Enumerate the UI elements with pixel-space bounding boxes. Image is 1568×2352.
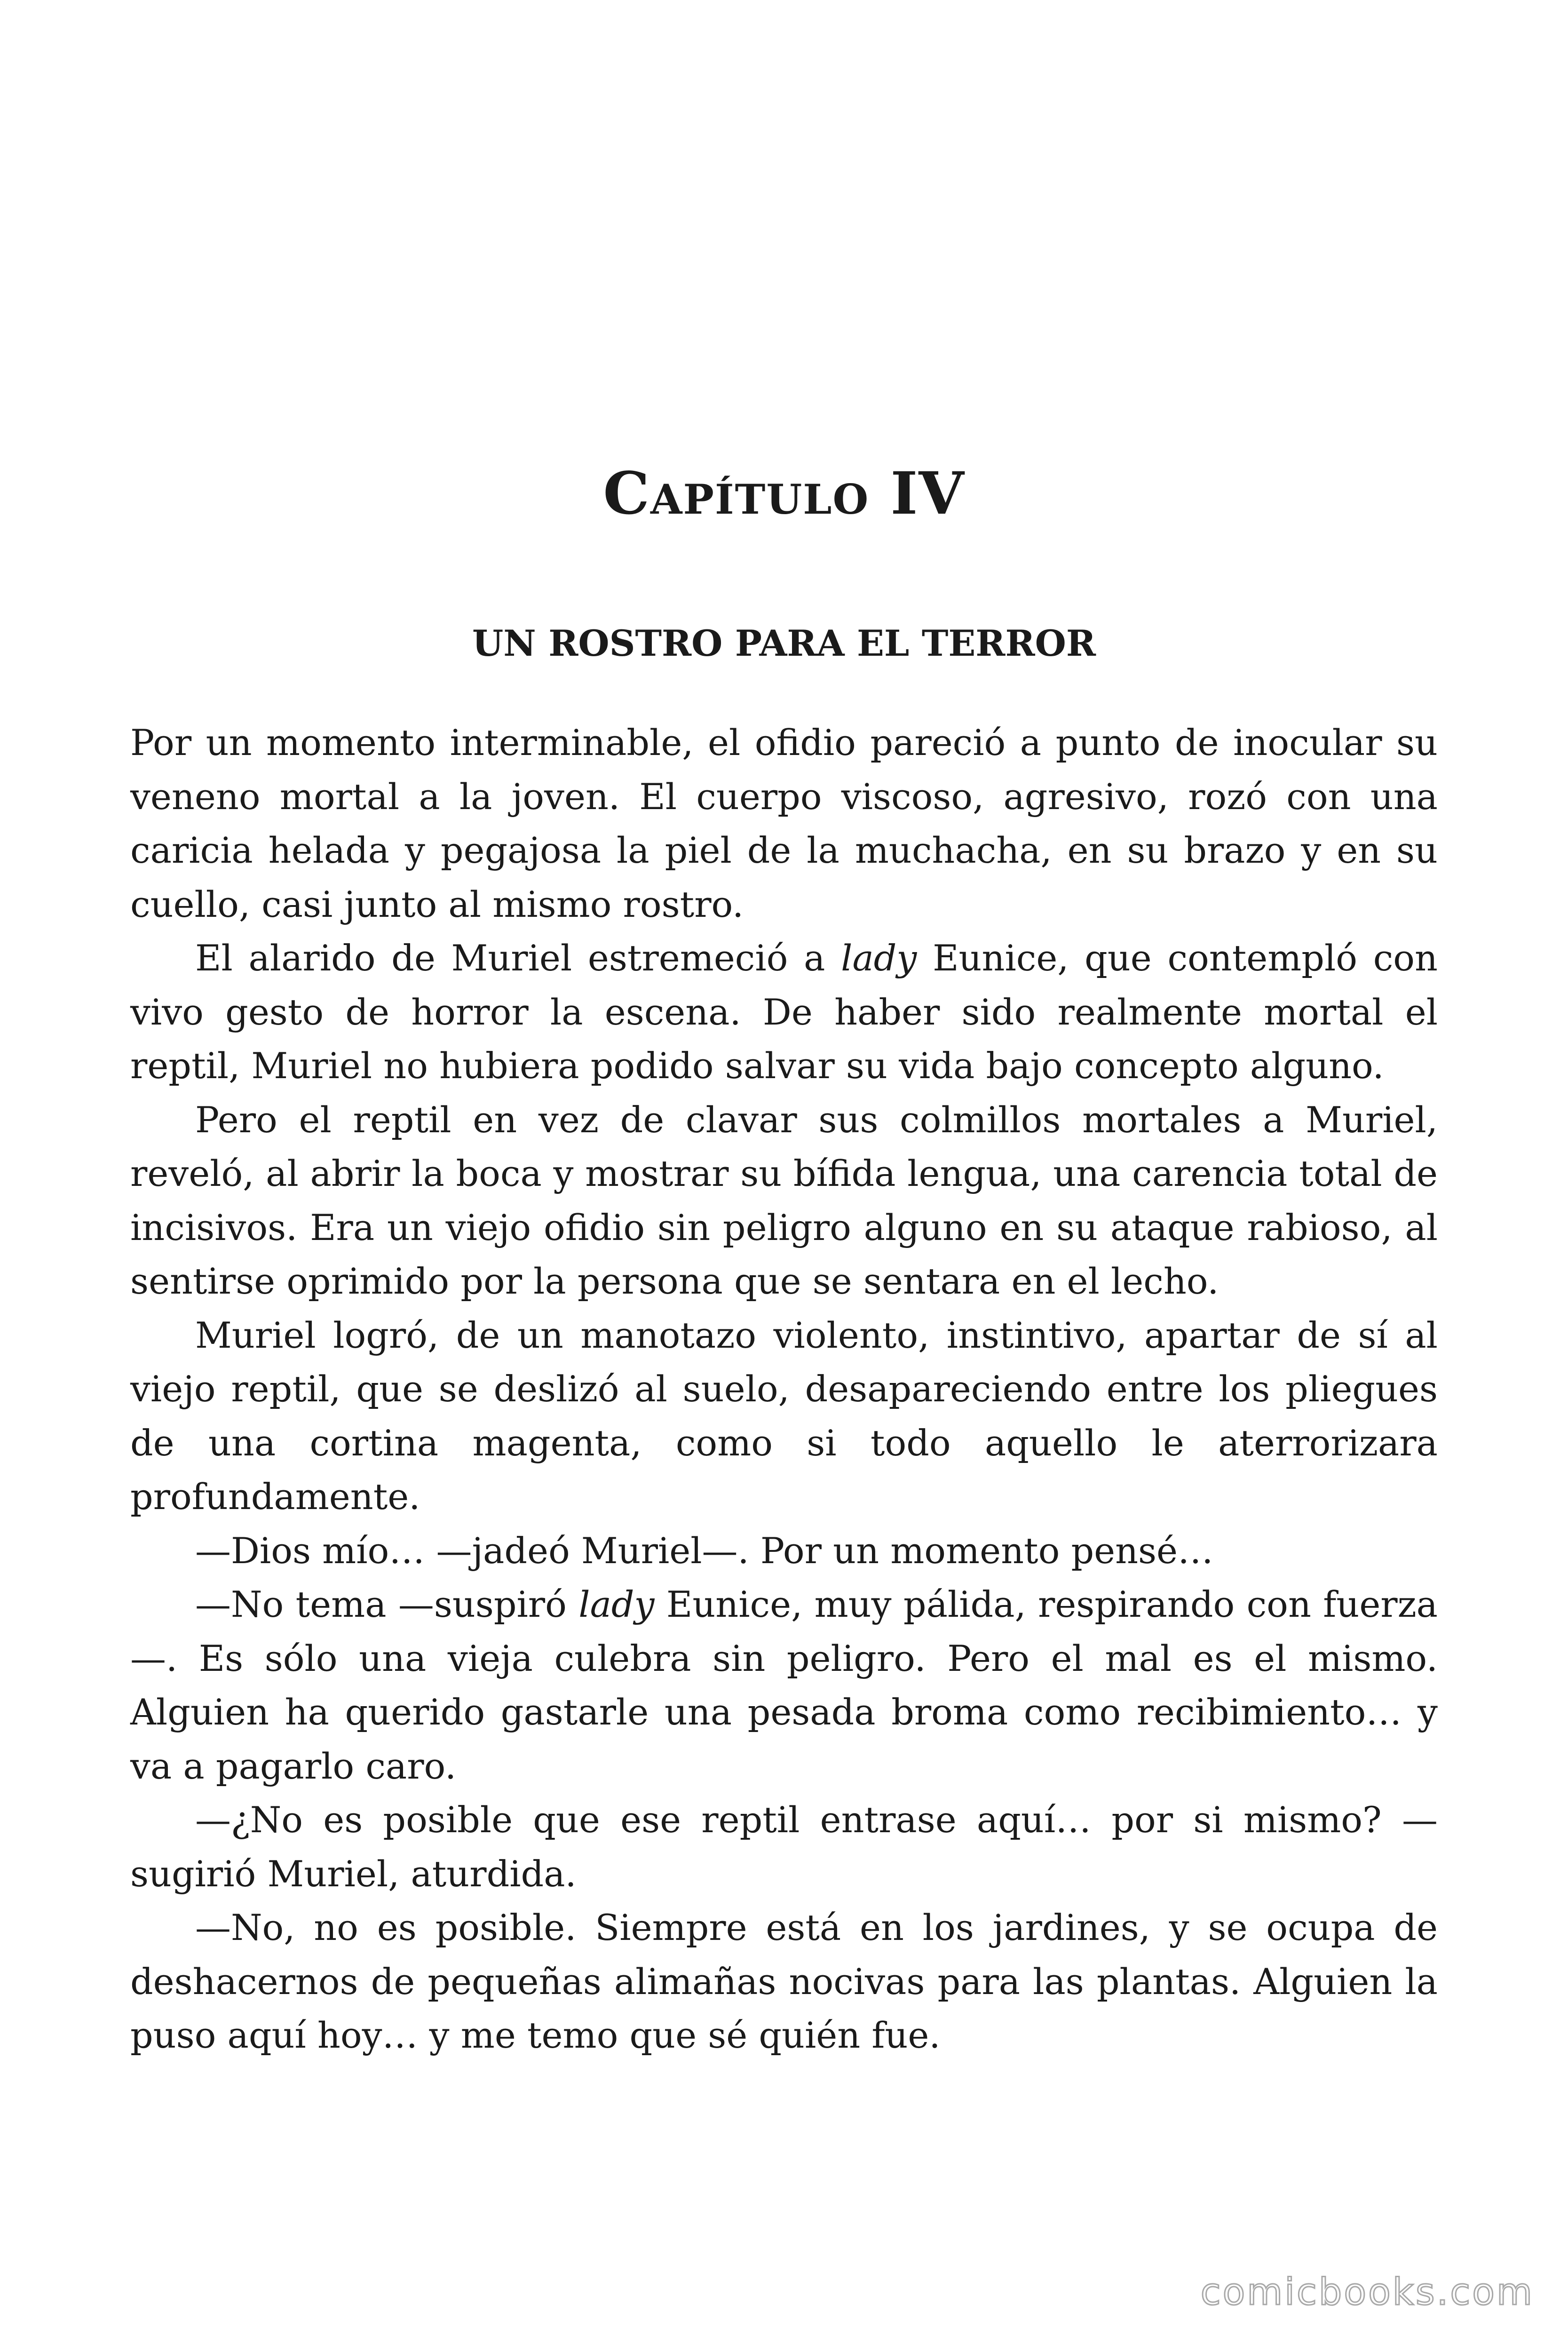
- watermark-logo: comicbooks.com: [1200, 2271, 1534, 2313]
- paragraph-2-text-b: Eunice, que contempló con vivo gesto de horror la escena. De haber sido realmente mortal el reptil, Muriel no hubiera podido salvar su vida bajo concepto alguno.: [130, 937, 1438, 1087]
- paragraph-7: [130, 1793, 1438, 1901]
- paragraph-2: [130, 931, 1438, 1093]
- paragraph-6-text-a: —No tema —suspiró: [195, 1583, 579, 1625]
- paragraph-8: [130, 1901, 1438, 2063]
- chapter-body: [130, 716, 1438, 2063]
- paragraph-6: [130, 1578, 1438, 1793]
- paragraph-3: [130, 1093, 1438, 1309]
- paragraph-3-text: Pero el reptil en vez de clavar sus colmillos mortales a Muriel, reveló, al abrir la boca y mostrar su bífida lengua, una carencia total de incisivos. Era un viejo ofidio sin peligro alguno en su ataque rabioso, al sentirse oprimido por la persona que se sentara en el lecho.: [130, 1098, 1438, 1302]
- paragraph-6-text-b: Eunice, muy pálida, respirando con fuerza—. Es sólo una vieja culebra sin peligro. Pero el mal es el mismo. Alguien ha querido gastarle una pesada broma como recibimiento… y va a pagarlo caro.: [130, 1583, 1438, 1787]
- paragraph-4-text: Muriel logró, de un manotazo violento, instintivo, apartar de sí al viejo reptil, que se deslizó al suelo, desapareciendo entre los pliegues de una cortina magenta, como si todo aquello le aterrorizara profundamente.: [130, 1314, 1438, 1518]
- paragraph-6-italic-lady: lady: [578, 1583, 655, 1625]
- paragraph-1-text: Por un momento interminable, el ofidio pareció a punto de inocular su veneno mortal a la joven. El cuerpo viscoso, agresivo, rozó con una caricia helada y pegajosa la piel de la muchacha, en su brazo y en su cuello, casi junto al mismo rostro.: [130, 722, 1438, 925]
- paragraph-4: [130, 1309, 1438, 1524]
- paragraph-7-text: —¿No es posible que ese reptil entrase aquí… por si mismo? —sugirió Muriel, aturdida.: [130, 1799, 1438, 1895]
- paragraph-1: [130, 716, 1438, 931]
- paragraph-5-text: —Dios mío… —jadeó Muriel—. Por un momento pensé…: [195, 1529, 1214, 1572]
- chapter-subtitle: UN ROSTRO PARA EL TERROR: [472, 622, 1096, 664]
- chapter-title: Capítulo IV: [603, 460, 965, 528]
- paragraph-2-italic-lady: lady: [841, 937, 917, 979]
- paragraph-2-text-a: El alarido de Muriel estremeció a: [195, 937, 841, 979]
- paragraph-8-text: —No, no es posible. Siempre está en los jardines, y se ocupa de deshacernos de pequeñas alimañas nocivas para las plantas. Alguien la puso aquí hoy… y me temo que sé quién fue.: [130, 1907, 1438, 2056]
- paragraph-5: [130, 1524, 1438, 1578]
